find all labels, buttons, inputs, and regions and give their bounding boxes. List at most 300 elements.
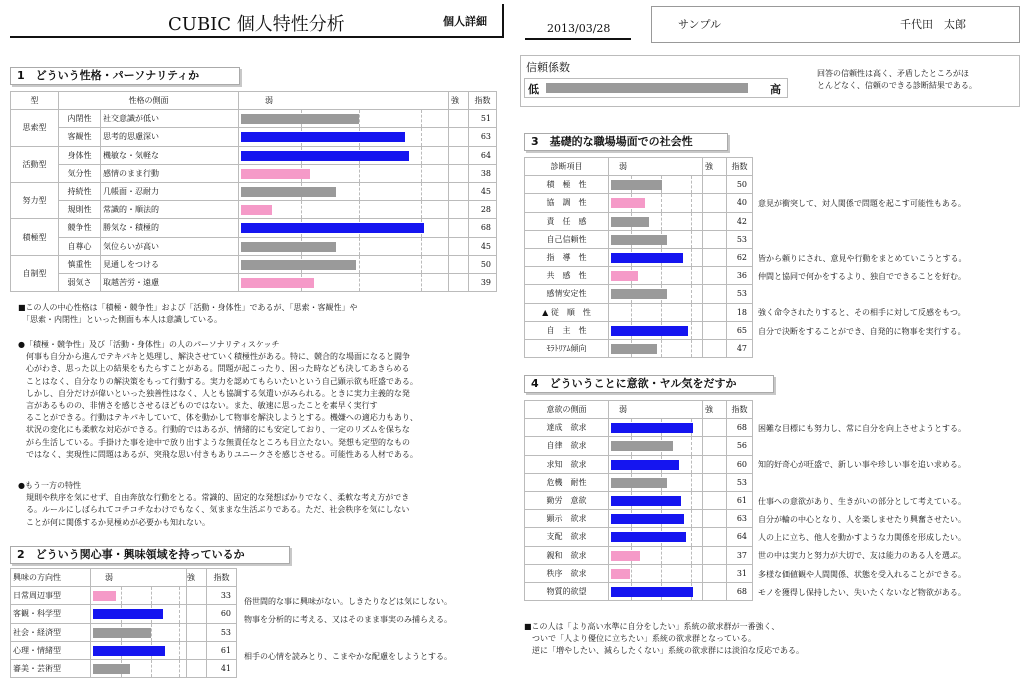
score-value: 50 [727, 176, 753, 194]
score-bar [611, 587, 693, 597]
grid-line [691, 176, 692, 193]
social-head-scale [609, 158, 713, 176]
grid-line [421, 274, 422, 291]
item-comment: 世の中は実力と努力が大切で、友は能力のある人を選ぶ。 [758, 551, 966, 561]
interest-comment: 物事を分析的に考える、又はそのまま事実のみ捕らえる。 [244, 615, 452, 625]
score-value: 38 [469, 164, 497, 182]
bar-cell [609, 419, 703, 437]
trait-desc: 几帳面・忍耐力 [101, 182, 239, 200]
trait-name: 持続性 [59, 182, 101, 200]
score-value: 61 [727, 491, 753, 509]
bar-cell [239, 273, 449, 291]
item-label: 協 調 性 [525, 194, 609, 212]
interest-label: 社会・経済型 [11, 623, 91, 641]
score-bar [611, 551, 640, 561]
item-comment: 多様な価値観や人間関係、状態を受入れることができる。 [758, 569, 966, 579]
score-value: 40 [727, 194, 753, 212]
bar-cell [239, 219, 449, 237]
table-row [525, 339, 753, 357]
date-underline [525, 38, 631, 40]
table-row [11, 110, 497, 128]
score-bar [241, 169, 310, 179]
interest-head-score: 指数 [207, 569, 237, 587]
grid-line [421, 256, 422, 273]
grid-line [691, 322, 692, 339]
grid-line [661, 267, 662, 284]
table-row [11, 237, 497, 255]
score-value: 68 [469, 219, 497, 237]
bar-cell [609, 212, 703, 230]
bar-cell [609, 473, 703, 491]
reliability-low-label: 低 [528, 83, 539, 96]
table-row [11, 605, 237, 623]
score-bar [611, 569, 630, 579]
head-score: 指数 [469, 92, 497, 110]
score-value: 18 [727, 303, 753, 321]
item-comment: 人の上に立ち、他人を動かすような力関係を形成したい。 [758, 533, 966, 543]
score-bar [93, 628, 151, 638]
table-row [11, 255, 497, 273]
bar-cell [239, 201, 449, 219]
item-label: 積 極 性 [525, 176, 609, 194]
trait-desc: 見通しをつける [101, 255, 239, 273]
trait-desc: 感情のまま行動 [101, 164, 239, 182]
table-row [11, 641, 237, 659]
bar-cell [609, 455, 703, 473]
motivation-head-weak: 弱 [619, 405, 627, 414]
table-row [11, 164, 497, 182]
grid-line [421, 128, 422, 145]
score-value: 64 [469, 146, 497, 164]
bar-cell [91, 605, 187, 623]
bar-cell [609, 176, 703, 194]
item-label: 顕示 欲求 [525, 510, 609, 528]
report-date: 2013/03/28 [547, 22, 611, 35]
grid-line [359, 238, 360, 255]
item-comment: 仕事への意欲があり、生きがいの部分として考えている。 [758, 496, 966, 506]
item-label: 責 任 感 [525, 212, 609, 230]
page-subtitle: 個人詳細 [443, 15, 487, 28]
score-value: 65 [727, 321, 753, 339]
score-bar [241, 114, 359, 124]
grid-line [179, 587, 180, 604]
score-value: 68 [727, 419, 753, 437]
table-row [11, 659, 237, 677]
grid-line [301, 201, 302, 218]
motivation-head-scale [609, 401, 713, 419]
score-bar [611, 532, 686, 542]
score-bar [241, 205, 272, 215]
head-strong: 強 [451, 96, 459, 105]
trait-desc: 機敏な・気軽な [101, 146, 239, 164]
grid-line [691, 249, 692, 266]
grid-line [631, 565, 632, 582]
score-bar [611, 235, 667, 245]
table-row [525, 582, 753, 600]
item-comment: 自分で決断をすることができ、自発的に物事を実行する。 [758, 326, 966, 336]
table-row [525, 267, 753, 285]
trait-name: 競争性 [59, 219, 101, 237]
score-bar [93, 664, 130, 674]
item-label: 勤労 意欲 [525, 491, 609, 509]
grid-line [421, 165, 422, 182]
table-row [525, 248, 753, 266]
bar-cell [609, 437, 703, 455]
grid-line [179, 642, 180, 659]
table-row [525, 285, 753, 303]
section3-title: 3 基礎的な職場場面での社会性 [524, 133, 728, 151]
grid-line [661, 340, 662, 357]
grid-line [179, 660, 180, 677]
motivation-head-score: 指数 [727, 401, 753, 419]
table-row [525, 455, 753, 473]
head-aspect: 性格の側面 [59, 92, 239, 110]
score-bar [611, 478, 667, 488]
head-weak: 弱 [265, 96, 273, 105]
score-value: 64 [727, 528, 753, 546]
score-bar [611, 289, 667, 299]
grid-line [691, 304, 692, 321]
grid-line [691, 194, 692, 211]
trait-desc: 勝気な・積極的 [101, 219, 239, 237]
score-bar [611, 496, 681, 506]
table-row [525, 473, 753, 491]
head-type: 型 [11, 92, 59, 110]
section1-note-other: ●もう一方の特性 規則や秩序を気にせず、自由奔放な行動をとる。常識的、固定的な発想ばかりでなく、柔軟な考え方ができ る。ルールにしばられてコチコチなわけでもなく、気ままな生活ぶりである。ただ、社会秩序を気にしない ことが何に関係するか見極めが必要かも知れない。 [18, 481, 410, 527]
item-comment: 仲間と協同で何かをするより、独自でできることを好む。 [758, 272, 966, 281]
trait-desc: 社交意識が低い [101, 110, 239, 128]
interest-head-weak: 弱 [105, 573, 113, 582]
score-value: 45 [469, 237, 497, 255]
bar-cell [609, 248, 703, 266]
bar-cell [609, 546, 703, 564]
table-row [11, 146, 497, 164]
trait-name: 身体性 [59, 146, 101, 164]
score-value: 53 [727, 230, 753, 248]
item-comment: 意見が衝突して、対人関係で問題を起こす可能性もある。 [758, 199, 966, 209]
motivation-table [524, 400, 753, 601]
grid-line [691, 231, 692, 248]
motivation-head-strong: 強 [705, 405, 713, 414]
grid-line [631, 304, 632, 321]
interest-table [10, 568, 237, 678]
bar-cell [609, 285, 703, 303]
table-row [525, 510, 753, 528]
bar-cell [91, 587, 187, 605]
item-label: ▲ 従 順 性 [525, 303, 609, 321]
social-table [524, 157, 753, 358]
bar-cell [239, 255, 449, 273]
score-bar [241, 187, 336, 197]
bar-cell [609, 303, 703, 321]
score-value: 63 [469, 128, 497, 146]
grid-line [661, 565, 662, 582]
bar-cell [609, 194, 703, 212]
personality-table [10, 91, 497, 292]
score-value: 53 [727, 473, 753, 491]
grid-line [691, 267, 692, 284]
trait-name: 客観性 [59, 128, 101, 146]
item-label: 自律 欲求 [525, 437, 609, 455]
trait-desc: 思考的思慮深い [101, 128, 239, 146]
score-value: 56 [727, 437, 753, 455]
score-value: 45 [469, 182, 497, 200]
table-row [525, 176, 753, 194]
grid-line [661, 304, 662, 321]
item-label: 求知 欲求 [525, 455, 609, 473]
type-group: 活動型 [11, 146, 59, 182]
grid-line [151, 660, 152, 677]
grid-line [151, 587, 152, 604]
grid-line [359, 183, 360, 200]
table-row [11, 201, 497, 219]
item-label: 親和 欲求 [525, 546, 609, 564]
interest-comment: 俗世間的な事に興味がない。しきたりなどは気にしない。 [244, 597, 452, 606]
grid-line [691, 285, 692, 302]
item-comment: 皆から頼りにされ、意見や行動をまとめていこうとする。 [758, 253, 967, 263]
item-label: ﾓﾗﾄﾘｱﾑ傾向 [525, 339, 609, 357]
trait-desc: 気位らいが高い [101, 237, 239, 255]
interest-head-scale [91, 569, 195, 587]
grid-line [661, 547, 662, 564]
grid-line [691, 510, 692, 527]
table-row [11, 273, 497, 291]
score-value: 63 [727, 510, 753, 528]
type-group: 積極型 [11, 219, 59, 255]
score-value: 31 [727, 564, 753, 582]
bar-cell [239, 110, 449, 128]
type-group: 思索型 [11, 110, 59, 146]
score-value: 28 [469, 201, 497, 219]
table-row [525, 419, 753, 437]
bar-cell [609, 339, 703, 357]
reliability-comment: 回答の信頼性は高く、矛盾したところがほ とんどなく、信頼のできる診断結果である。 [817, 69, 977, 91]
grid-line [421, 183, 422, 200]
social-head-score: 指数 [727, 158, 753, 176]
grid-line [691, 492, 692, 509]
grid-line [691, 437, 692, 454]
score-value: 53 [727, 285, 753, 303]
score-value: 42 [727, 212, 753, 230]
motivation-head-item: 意欲の側面 [525, 401, 609, 419]
bar-cell [239, 146, 449, 164]
score-bar [611, 441, 673, 451]
section1-title: 1 どういう性格・パーソナリティか [10, 67, 240, 85]
score-value: 61 [207, 641, 237, 659]
table-row [525, 230, 753, 248]
score-bar [611, 423, 693, 433]
score-bar [611, 514, 684, 524]
bar-cell [609, 267, 703, 285]
score-value: 51 [469, 110, 497, 128]
grid-line [661, 194, 662, 211]
score-value: 60 [727, 455, 753, 473]
bar-cell [609, 564, 703, 582]
bar-cell [239, 237, 449, 255]
trait-name: 弱気さ [59, 273, 101, 291]
table-row [525, 212, 753, 230]
item-label: 秩序 欲求 [525, 564, 609, 582]
bar-cell [609, 528, 703, 546]
item-label: 感情安定性 [525, 285, 609, 303]
head-scale [239, 92, 459, 110]
score-bar [611, 344, 657, 354]
bar-cell [609, 582, 703, 600]
type-group: 努力型 [11, 182, 59, 218]
social-head-item: 診断項目 [525, 158, 609, 176]
type-group: 自制型 [11, 255, 59, 291]
trait-name: 自尊心 [59, 237, 101, 255]
item-label: 指 導 性 [525, 248, 609, 266]
grid-line [359, 274, 360, 291]
grid-line [359, 201, 360, 218]
grid-line [691, 213, 692, 230]
grid-line [421, 110, 422, 127]
item-label: 自 主 性 [525, 321, 609, 339]
grid-line [121, 587, 122, 604]
item-label: 支配 欲求 [525, 528, 609, 546]
score-bar [241, 223, 424, 233]
reliability-high-label: 高 [770, 83, 781, 96]
grid-line [151, 624, 152, 641]
bar-cell [239, 164, 449, 182]
person-name: 千代田 太郎 [900, 18, 966, 31]
grid-line [691, 547, 692, 564]
score-bar [611, 271, 638, 281]
table-row [525, 546, 753, 564]
score-value: 47 [727, 339, 753, 357]
score-bar [93, 609, 163, 619]
table-row [525, 528, 753, 546]
item-label: 物質的欲望 [525, 582, 609, 600]
score-value: 39 [469, 273, 497, 291]
table-row [11, 623, 237, 641]
table-row [11, 128, 497, 146]
bar-cell [609, 491, 703, 509]
bar-cell [239, 182, 449, 200]
interest-head-strong: 強 [187, 573, 195, 582]
grid-line [691, 456, 692, 473]
trait-name: 慎重性 [59, 255, 101, 273]
score-bar [611, 217, 649, 227]
grid-line [179, 605, 180, 622]
score-bar [93, 591, 116, 601]
table-row [525, 491, 753, 509]
bar-cell [91, 641, 187, 659]
trait-name: 内閉性 [59, 110, 101, 128]
reliability-title: 信頼係数 [526, 61, 570, 74]
item-comment: 知的好奇心が旺盛で、新しい事や珍しい事を追い求める。 [758, 460, 966, 470]
grid-line [661, 213, 662, 230]
bar-cell [609, 510, 703, 528]
section4-title: 4 どういうことに意欲・ヤル気をだすか [524, 375, 774, 393]
score-value: 53 [207, 623, 237, 641]
interest-label: 審美・芸術型 [11, 659, 91, 677]
section1-note-sketch: ●「積極・競争性」及び「活動・身体性」の人のパーソナリティスケッチ 何事も自分から進んでテキパキと処理し、解決させていく積極性がある。特に、競合的な場面になると闘争 心がわき、思った以上の結果をもたらすことがある。問題が起こったり、困った時なども決してあきらめる ことはなく、自分なりの解決策をもって行動する。実力を認めてもらいたいという自己顕示欲も旺盛である。 しかし、自分だけが偉いといった独善性はなく、人とも協調する気遣いがみられる。ときに実力主義的な発 言があるものの、非情さを感じさせるほどものではない。また、敏速に思ったことを素早く実行す ることができる。行動はテキパキしていて、体を動かして物事を解決しようとする。機嫌への適応力もあり、 状況の変化にも柔軟な対応ができる。行動的ではあるが、情緒的にも安定しており、一定のリズムを保ちな がら生活している。手掛けた事を途中で放り出すような無責任なところも目立たない。発想も定型的なもの ではなく、実現性に問題はあるが、突飛な思い付きもありユニークさを感じさせる。可能性ある人材である。 [18, 340, 418, 459]
grid-line [421, 238, 422, 255]
grid-line [421, 201, 422, 218]
item-label: 達成 欲求 [525, 419, 609, 437]
table-row [525, 194, 753, 212]
score-bar [611, 326, 688, 336]
score-bar [241, 151, 409, 161]
bar-cell [609, 321, 703, 339]
table-row [11, 587, 237, 605]
score-value: 60 [207, 605, 237, 623]
interest-label: 日常周辺事型 [11, 587, 91, 605]
bar-cell [609, 230, 703, 248]
item-label: 自己信頼性 [525, 230, 609, 248]
item-label: 共 感 性 [525, 267, 609, 285]
score-bar [611, 253, 683, 263]
grid-line [179, 624, 180, 641]
score-bar [611, 198, 645, 208]
sample-label: サンプル [678, 18, 722, 31]
score-bar [241, 242, 336, 252]
score-bar [611, 180, 662, 190]
section4-note: ■この人は「より高い水準に自分をしたい」系統の欲求群が一番強く、 ついで「人より優位に立ちたい」系統の欲求群となっている。 逆に「増やしたい、減らしたくない」系統の欲求群には淡泊な反応である。 [524, 622, 804, 656]
social-head-weak: 弱 [619, 162, 627, 171]
interest-label: 心理・情緒型 [11, 641, 91, 659]
table-row [525, 564, 753, 582]
score-bar [611, 460, 679, 470]
trait-name: 気分性 [59, 164, 101, 182]
section1-note-summary: ■この人の中心性格は「積極・競争性」および「活動・身体性」であるが、「思索・客観性」や 「思索・内閉性」といった側面も本人は意識している。 [18, 303, 358, 325]
interest-comment: 相手の心情を読みとり、こまやかな配慮をしようとする。 [244, 651, 452, 661]
item-comment: モノを獲得し保持したい、失いたくないなど物欲がある。 [758, 587, 966, 597]
score-bar [241, 260, 356, 270]
table-row [525, 437, 753, 455]
grid-line [421, 147, 422, 164]
interest-label: 客観・科学型 [11, 605, 91, 623]
table-row [11, 182, 497, 200]
trait-desc: 常識的・順法的 [101, 201, 239, 219]
grid-line [691, 565, 692, 582]
item-comment: 強く命令されたりすると、その相手に対して反感をもつ。 [758, 308, 966, 318]
score-value: 33 [207, 587, 237, 605]
table-row [11, 219, 497, 237]
table-row [525, 303, 753, 321]
grid-line [691, 528, 692, 545]
item-comment: 困難な目標にも努力し、常に自分を向上させようとする。 [758, 424, 966, 433]
item-label: 危機 耐性 [525, 473, 609, 491]
score-value: 68 [727, 582, 753, 600]
grid-line [359, 256, 360, 273]
reliability-bar [546, 83, 748, 93]
score-bar [93, 646, 165, 656]
trait-desc: 取越苦労・遠慮 [101, 273, 239, 291]
score-bar [241, 278, 314, 288]
bar-cell [91, 659, 187, 677]
page-title: CUBIC 個人特性分析 [168, 14, 345, 35]
score-value: 41 [207, 659, 237, 677]
table-row [525, 321, 753, 339]
bar-cell [239, 128, 449, 146]
score-value: 50 [469, 255, 497, 273]
section2-title: 2 どういう関心事・興味領域を持っているか [10, 546, 290, 564]
item-comment: 自分が輪の中心となり、人を楽しませたり興奮させたい。 [758, 515, 966, 524]
score-bar [241, 132, 405, 142]
grid-line [691, 340, 692, 357]
interest-head-dir: 興味の方向性 [11, 569, 91, 587]
score-value: 37 [727, 546, 753, 564]
bar-cell [91, 623, 187, 641]
grid-line [691, 474, 692, 491]
grid-line [359, 165, 360, 182]
social-head-strong: 強 [705, 162, 713, 171]
trait-name: 規則性 [59, 201, 101, 219]
score-value: 62 [727, 248, 753, 266]
